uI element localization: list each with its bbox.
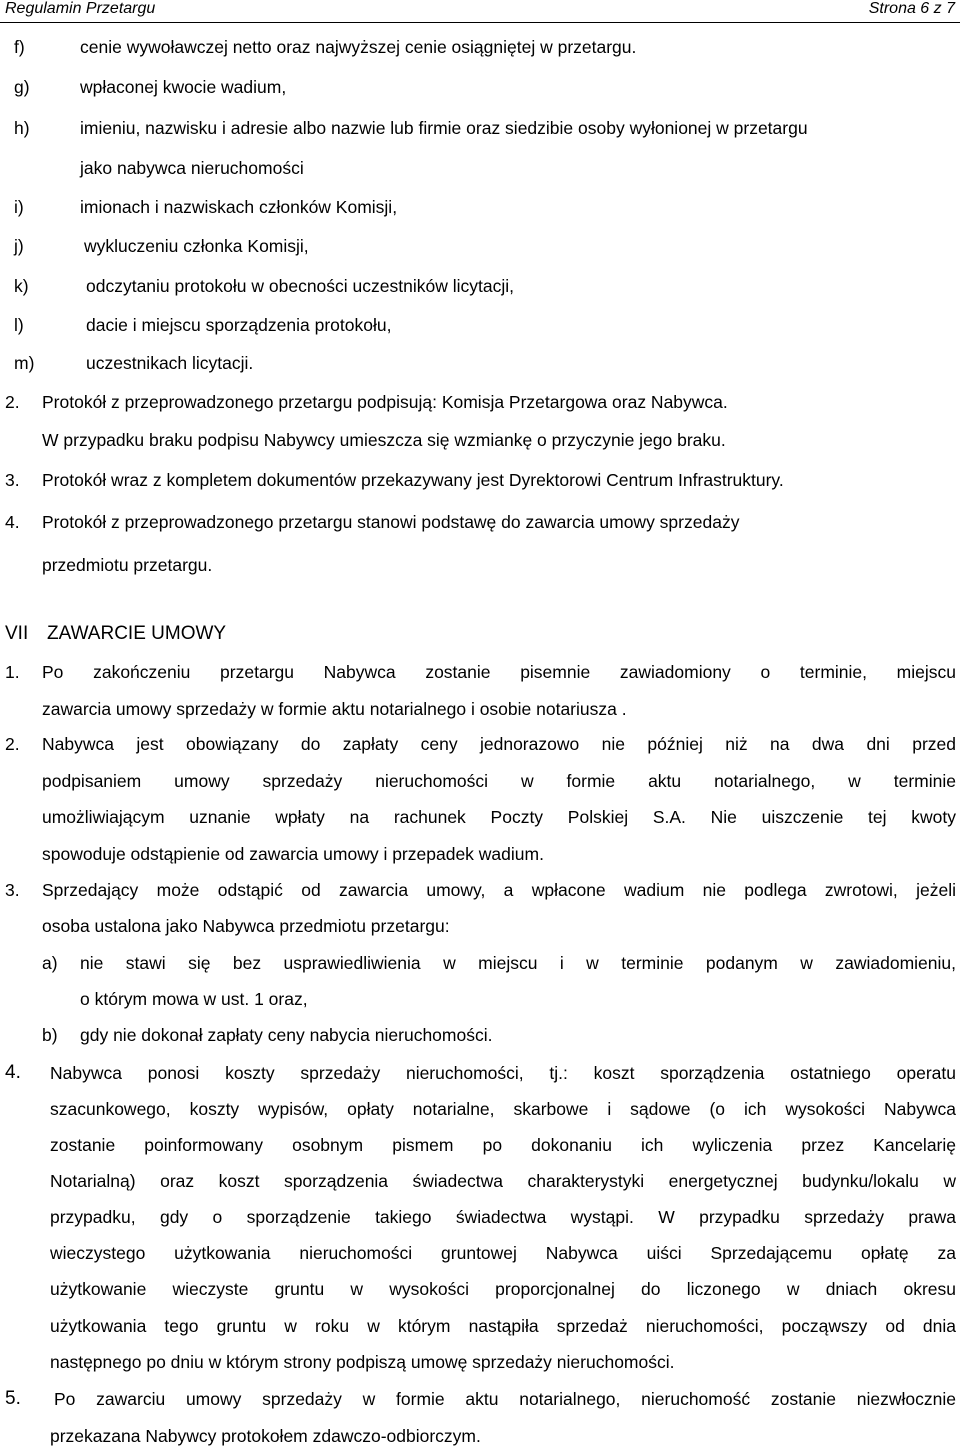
list-item-label: l) xyxy=(14,315,24,335)
subitem-text: nie stawi się bez usprawiedliwienia w miejscu i w terminie podanym w zawiadomieniu, xyxy=(80,953,956,973)
item-text: przypadku, gdy o sporządzenie takiego świadectwa wystąpi. W przypadku sprzedaży prawa xyxy=(50,1207,956,1227)
item-text: przekazana Nabywcy protokołem zdawczo-odbiorczym. xyxy=(50,1426,481,1446)
list-item-label: j) xyxy=(14,236,24,256)
section-title: ZAWARCIE UMOWY xyxy=(47,623,227,644)
item-label: 1. xyxy=(5,662,20,682)
section-heading xyxy=(5,623,226,645)
item-text: użytkowania tego gruntu w roku w którym nastąpiła sprzedaż nieruchomości, począwszy od dnia xyxy=(50,1316,956,1336)
point-label: 2. xyxy=(5,392,20,412)
list-item-text: imionach i nazwiskach członków Komisji, xyxy=(80,197,398,217)
item-text: Nabywca jest obowiązany do zapłaty ceny jednorazowo nie później niż na dwa dni przed xyxy=(42,734,956,754)
item-text: Po zakończeniu przetargu Nabywca zostanie pisemnie zawiadomiony o terminie, miejscu xyxy=(42,662,956,682)
point-text: Protokół wraz z kompletem dokumentów przekazywany jest Dyrektorowi Centrum Infrastruktury. xyxy=(42,470,784,490)
list-item-text: odczytaniu protokołu w obecności uczestników licytacji, xyxy=(86,276,514,296)
item-text: użytkowanie wieczyste gruntu w wysokości proporcjonalnej do liczonego w dniach okresu xyxy=(50,1279,956,1299)
point-text: Protokół z przeprowadzonego przetargu podpisują: Komisja Przetargowa oraz Nabywca. xyxy=(42,392,728,412)
list-item-label: m) xyxy=(14,353,35,373)
subitem-label: a) xyxy=(42,953,58,973)
item-text: podpisaniem umowy sprzedaży nieruchomości w formie aktu notarialnego, w terminie xyxy=(42,771,956,791)
list-item-label: g) xyxy=(14,77,30,97)
item-label: 4. xyxy=(5,1062,21,1083)
list-item-text: jako nabywca nieruchomości xyxy=(80,158,304,178)
point-text: Protokół z przeprowadzonego przetargu stanowi podstawę do zawarcia umowy sprzedaży xyxy=(42,512,740,532)
list-item-label: h) xyxy=(14,118,30,138)
list-item-text: uczestnikach licytacji. xyxy=(86,353,254,373)
item-text: szacunkowego, koszty wypisów, opłaty notarialne, skarbowe i sądowe (o ich wysokości Nabywca xyxy=(50,1099,956,1119)
point-text: przedmiotu przetargu. xyxy=(42,555,213,575)
list-item-label: i) xyxy=(14,197,24,217)
item-text: Po zawarciu umowy sprzedaży w formie aktu notarialnego, nieruchomość zostanie niezwłocznie xyxy=(54,1389,956,1409)
point-label: 3. xyxy=(5,470,20,490)
document-title: Regulamin Przetargu xyxy=(5,0,156,17)
page-number: Strona 6 z 7 xyxy=(868,0,955,17)
subitem-label: b) xyxy=(42,1025,58,1045)
item-label: 5. xyxy=(5,1388,21,1409)
point-label: 4. xyxy=(5,512,20,532)
list-item-label: f) xyxy=(14,37,25,57)
item-label: 3. xyxy=(5,880,20,900)
item-text: zawarcia umowy sprzedaży w formie aktu notarialnego i osobie notariusza . xyxy=(42,699,627,719)
section-number: VII xyxy=(5,623,29,644)
item-text: Nabywca ponosi koszty sprzedaży nieruchomości, tj.: koszt sporządzenia ostatniego operatu xyxy=(50,1063,956,1083)
list-item-text: cenie wywoławczej netto oraz najwyższej cenie osiągniętej w przetargu. xyxy=(80,37,637,57)
item-text: umożliwiającym uznanie wpłaty na rachunek Poczty Polskiej S.A. Nie uiszczenie tej kwoty xyxy=(42,807,956,827)
list-item-text: dacie i miejscu sporządzenia protokołu, xyxy=(86,315,392,335)
item-text: wieczystego użytkowania nieruchomości gruntowej Nabywca uiści Sprzedającemu opłatę za xyxy=(50,1243,956,1263)
item-text: następnego po dniu w którym strony podpiszą umowę sprzedaży nieruchomości. xyxy=(50,1352,675,1372)
item-text: spowoduje odstąpienie od zawarcia umowy i przepadek wadium. xyxy=(42,844,544,864)
list-item-text: wykluczeniu członka Komisji, xyxy=(84,236,309,256)
list-item-label: k) xyxy=(14,276,29,296)
page-header xyxy=(0,0,960,23)
item-text: zostanie poinformowany osobnym pismem po dokonaniu ich wyliczenia przez Kancelarię xyxy=(50,1135,956,1155)
item-label: 2. xyxy=(5,734,20,754)
subitem-text: o którym mowa w ust. 1 oraz, xyxy=(80,989,308,1009)
point-text: W przypadku braku podpisu Nabywcy umieszcza się wzmiankę o przyczynie jego braku. xyxy=(42,430,726,450)
subitem-text: gdy nie dokonał zapłaty ceny nabycia nieruchomości. xyxy=(80,1025,493,1045)
list-item-text: wpłaconej kwocie wadium, xyxy=(80,77,287,97)
item-text: Notarialną) oraz koszt sporządzenia świadectwa charakterystyki energetycznej budynku/lokalu w xyxy=(50,1171,956,1191)
item-text: osoba ustalona jako Nabywca przedmiotu przetargu: xyxy=(42,916,450,936)
item-text: Sprzedający może odstąpić od zawarcia umowy, a wpłacone wadium nie podlega zwrotowi, jeżeli xyxy=(42,880,956,900)
list-item-text: imieniu, nazwisku i adresie albo nazwie lub firmie oraz siedzibie osoby wyłonionej w przetargu xyxy=(80,118,808,138)
